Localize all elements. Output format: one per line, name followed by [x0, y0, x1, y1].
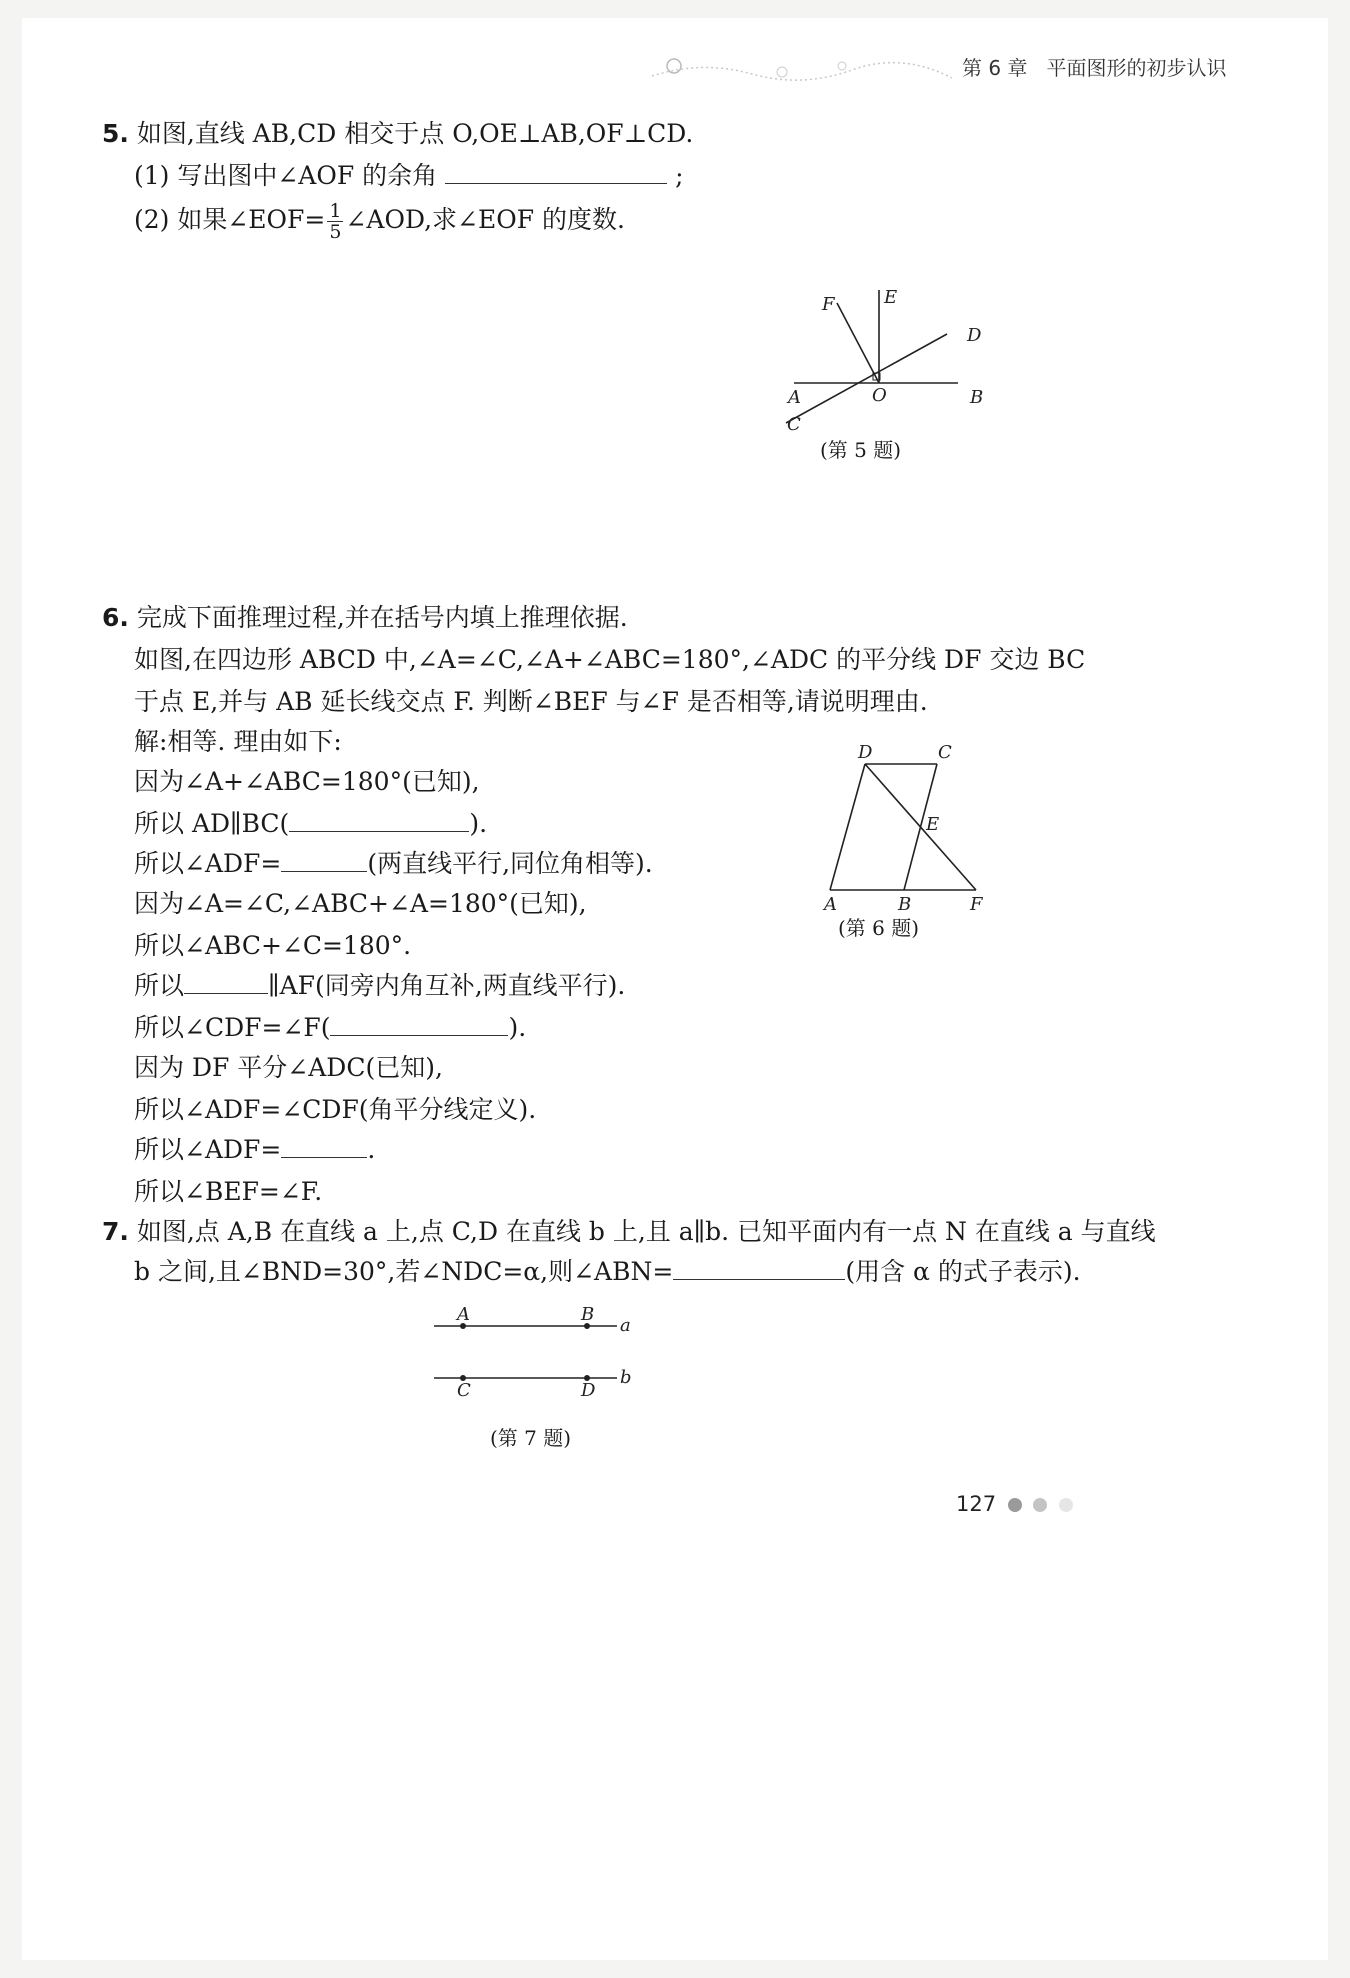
q6-step-6-blank[interactable] — [184, 971, 268, 994]
q6-side-ad — [830, 764, 865, 890]
q5-part1: (1) 写出图中∠AOF 的余角 — [134, 161, 438, 190]
q6-step-10: 所以∠ADF= . — [134, 1135, 376, 1164]
q5-part2-pre: (2) 如果∠EOF= — [134, 205, 326, 234]
q5-label-a: A — [788, 387, 801, 408]
q5-number: 5. — [102, 119, 129, 148]
chapter-title: 平面图形的初步认识 — [1046, 56, 1227, 80]
q5-caption: (第 5 题) — [820, 438, 902, 462]
q7-figure — [422, 1298, 662, 1408]
q6-step-7: 所以∠CDF=∠F( ). — [134, 1013, 527, 1042]
q6-label-d: D — [858, 742, 873, 763]
q6-step-6: 所以 ∥AF(同旁内角互补,两直线平行). — [134, 971, 626, 1000]
q7-label-a-point: A — [457, 1304, 470, 1325]
q6-step-10-blank[interactable] — [281, 1135, 367, 1158]
q6-solution-intro: 解:相等. 理由如下: — [134, 727, 342, 756]
q6-label-b: B — [898, 894, 912, 915]
page-dot-icon — [1059, 1498, 1073, 1512]
q5-part1-blank[interactable] — [445, 161, 667, 184]
q6-label-f: F — [970, 894, 983, 915]
chapter-number: 第 6 章 — [962, 56, 1028, 80]
q5-part1-line — [134, 156, 684, 192]
chapter-header — [962, 52, 1227, 81]
q7-text-1: 如图,点 A,B 在直线 a 上,点 C,D 在直线 b 上,且 a∥b. 已知平面内有一点 N 在直线 a 与直线 — [136, 1217, 1156, 1246]
q5-fraction-num: 1 — [329, 200, 342, 222]
q6-desc-2: 于点 E,并与 AB 延长线交点 F. 判断∠BEF 与∠F 是否相等,请说明理由. — [134, 687, 928, 716]
q6-step-3-blank[interactable] — [281, 849, 367, 872]
q6-label-c: C — [938, 742, 952, 763]
q6-step-5: 所以∠ABC+∠C=180°. — [134, 931, 412, 960]
q5-part1-end: ; — [675, 161, 684, 190]
header-swirl-icon — [642, 52, 962, 92]
q6-desc-1: 如图,在四边形 ABCD 中,∠A=∠C,∠A+∠ABC=180°,∠ADC 的平分线 DF 交边 BC — [134, 645, 1086, 674]
q6-step-2-blank[interactable] — [289, 809, 469, 832]
page-footer — [956, 1492, 1073, 1516]
q6-line-df — [865, 764, 976, 890]
q6-figure — [808, 730, 988, 915]
q5-label-e: E — [884, 287, 898, 308]
q5-stem-line — [102, 114, 693, 150]
q6-step-7-blank[interactable] — [330, 1013, 508, 1036]
q5-line-cd — [786, 334, 947, 423]
q5-label-o: O — [872, 385, 887, 406]
header-decoration — [642, 52, 962, 96]
page — [22, 18, 1328, 1960]
q7-line-1 — [102, 1212, 1156, 1248]
q5-part2-line — [134, 200, 625, 242]
page-dot-icon — [1008, 1498, 1022, 1512]
page-number: 127 — [956, 1492, 997, 1516]
q7-label-d-point: D — [581, 1380, 596, 1401]
page-dot-icon — [1033, 1498, 1047, 1512]
q6-step-1: 因为∠A+∠ABC=180°(已知), — [134, 767, 480, 796]
q7-blank[interactable] — [673, 1257, 845, 1280]
q5-label-c: C — [787, 414, 801, 435]
q7-line-2: b 之间,且∠BND=30°,若∠NDC=α,则∠ABN= (用含 α 的式子表示). — [134, 1257, 1081, 1286]
q6-step-8: 因为 DF 平分∠ADC(已知), — [134, 1053, 443, 1082]
q5-figure — [762, 268, 992, 438]
q5-label-d: D — [967, 325, 982, 346]
q6-label-a: A — [824, 894, 837, 915]
q7-label-c-point: C — [457, 1380, 471, 1401]
q6-step-3: 所以∠ADF= (两直线平行,同位角相等). — [134, 849, 653, 878]
q5-part2-post: ∠AOD,求∠EOF 的度数. — [345, 205, 625, 234]
q6-step-11: 所以∠BEF=∠F. — [134, 1177, 323, 1206]
q7-label-b-point: B — [581, 1304, 595, 1325]
q6-number: 6. — [102, 603, 129, 632]
q7-number: 7. — [102, 1217, 129, 1246]
q6-step-4: 因为∠A=∠C,∠ABC+∠A=180°(已知), — [134, 889, 587, 918]
q5-label-b: B — [970, 387, 984, 408]
q5-fraction — [327, 201, 343, 242]
q7-label-a-line: a — [620, 1315, 631, 1336]
q6-stem-line — [102, 598, 628, 634]
q6-stem: 完成下面推理过程,并在括号内填上推理依据. — [136, 603, 628, 632]
q6-label-e: E — [926, 814, 940, 835]
q5-fraction-den: 5 — [329, 221, 342, 243]
q6-step-2: 所以 AD∥BC( ). — [134, 809, 488, 838]
q7-label-b-line: b — [620, 1367, 632, 1388]
q5-stem: 如图,直线 AB,CD 相交于点 O,OE⊥AB,OF⊥CD. — [136, 119, 694, 148]
q6-caption: (第 6 题) — [838, 916, 920, 940]
q7-caption: (第 7 题) — [490, 1426, 572, 1450]
q5-label-f: F — [822, 294, 835, 315]
q6-step-9: 所以∠ADF=∠CDF(角平分线定义). — [134, 1095, 537, 1124]
q5-ray-of — [837, 303, 879, 383]
